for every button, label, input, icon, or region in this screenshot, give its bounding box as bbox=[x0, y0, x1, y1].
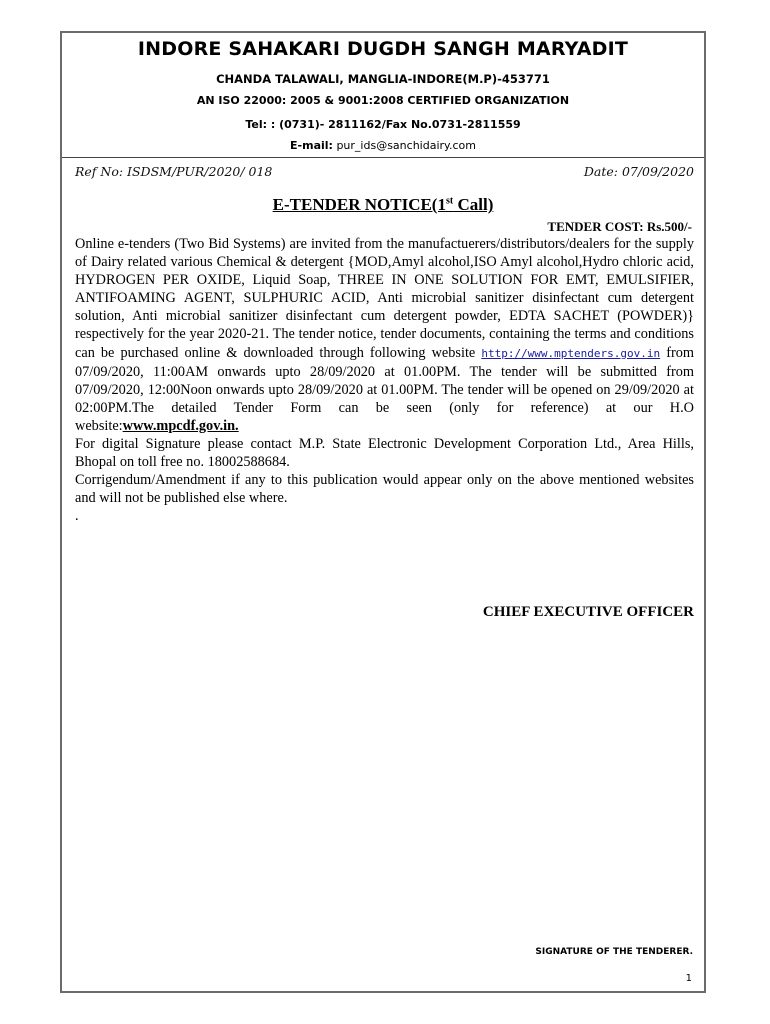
reference-number: Ref No: ISDSM/PUR/2020/ 018 bbox=[75, 164, 273, 179]
notice-title-superscript: st bbox=[445, 195, 454, 207]
paragraph-main-part2: from 07/09/2020, 11:00AM onwards upto 28/09/2020 at 01.00PM. The tender will be submitted from 07/09/2020, 12:00Noon onwards upto 28/09/2020 at 01.00PM. The tender will be opened on 29/09/2020 at 02:00PM.The detailed Tender Form can be seen (only for reference) at our H.O website: bbox=[75, 344, 694, 434]
organization-address: CHANDA TALAWALI, MANGLIA-INDORE(M.P)-453771 bbox=[216, 72, 550, 86]
email-label: E-mail: bbox=[290, 139, 333, 152]
notice-title bbox=[62, 195, 704, 215]
document-page bbox=[60, 31, 706, 993]
tender-cost: TENDER COST: Rs.500/- bbox=[547, 219, 692, 234]
telephone-fax-line: Tel: : (0731)- 2811162/Fax No.0731-2811559 bbox=[245, 118, 521, 131]
notice-body bbox=[62, 235, 704, 526]
mptenders-link[interactable]: http://www.mptenders.gov.in bbox=[481, 346, 661, 360]
certification-line: AN ISO 22000: 2005 & 9001:2008 CERTIFIED ORGANIZATION bbox=[196, 94, 570, 107]
paragraph-digital-signature: For digital Signature please contact M.P. State Electronic Development Corporation Ltd., Area Hills, Bhopal on toll free no. 18002588684. bbox=[75, 436, 694, 471]
organization-name: INDORE SAHAKARI DUGDH SANGH MARYADIT bbox=[137, 38, 629, 60]
reference-row bbox=[62, 157, 704, 179]
notice-title-main: E-TENDER NOTICE(1 bbox=[272, 195, 446, 214]
tenderer-signature-label: SIGNATURE OF THE TENDERER. bbox=[535, 947, 693, 957]
notice-date: Date: 07/09/2020 bbox=[583, 164, 694, 179]
notice-title-end: Call) bbox=[453, 195, 494, 214]
email-line bbox=[62, 139, 704, 152]
page-number: 1 bbox=[685, 973, 692, 984]
paragraph-main-part1: Online e-tenders (Two Bid Systems) are invited from the manufactuerers/distributors/dealers for the supply of Dairy related various Chemical & detergent {MOD,Amyl alcohol,ISO Amyl alcohol,Hydro chloric acid, HYDROGEN PER OXIDE, Liquid Soap, THREE IN ONE SOLUTION FOR EMT, EMULSIFIER, ANTIFOAMING AGENT, SULPHURIC ACID, Anti microbial sanitizer disinfectant cum detergent solution, Anti microbial sanitizer disinfectant cum detergent powder, EDTA SACHET (POWDER)} respectively for the year 2020-21. The tender notice, tender documents, containing the terms and conditions can be purchased online & downloaded through following website bbox=[75, 236, 694, 361]
letterhead bbox=[62, 38, 704, 152]
paragraph-main bbox=[75, 235, 694, 435]
officer-signature-label: CHIEF EXECUTIVE OFFICER bbox=[482, 604, 694, 620]
mpcdf-website-link[interactable]: www.mpcdf.gov.in. bbox=[122, 417, 239, 434]
email-address: pur_ids@sanchidairy.com bbox=[336, 139, 476, 152]
paragraph-dot: . bbox=[75, 508, 79, 525]
paragraph-corrigendum: Corrigendum/Amendment if any to this publication would appear only on the above mentioned websites and will not be published else where. bbox=[75, 472, 694, 507]
